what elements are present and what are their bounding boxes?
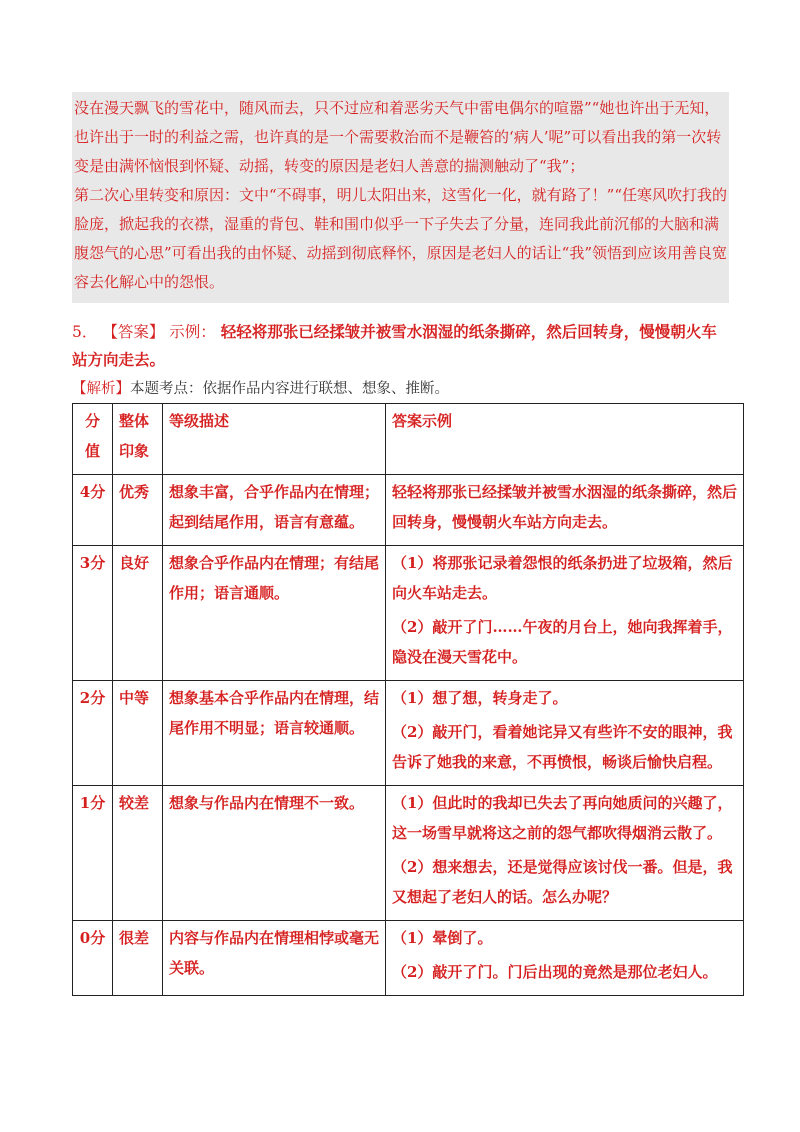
header-score: 分值 xyxy=(73,404,113,475)
example-text: （1）但此时的我却已失去了再向她质问的兴趣了，这一场雪早就将这之前的怨气都吹得烟消云散了。 xyxy=(392,794,733,842)
impression-cell: 中等 xyxy=(113,681,163,786)
example-text: （1）想了想，转身走了。 xyxy=(392,689,568,707)
example-text: （1）将那张记录着怨恨的纸条扔进了垃圾箱，然后向火车站走去。 xyxy=(392,554,733,602)
score-cell: 0分 xyxy=(73,921,113,996)
description-cell: 内容与作品内在情理相悖或毫无关联。 xyxy=(163,921,386,996)
answer-prefix: 示例： xyxy=(169,323,216,341)
previous-answer-block xyxy=(72,92,729,303)
description-cell: 想象丰富，合乎作品内在情理；起到结尾作用，语言有意蕴。 xyxy=(163,475,386,546)
example-text: （2）敲开门，看着她诧异又有些许不安的眼神，我告诉了她我的来意，不再愤恨，畅谈后愉快启程。 xyxy=(392,723,733,771)
description-cell: 想象合乎作品内在情理；有结尾作用；语言通顺。 xyxy=(163,546,386,681)
grading-table xyxy=(72,403,744,996)
header-example: 答案示例 xyxy=(386,404,744,475)
context-paragraph-2: 第二次心里转变和原因：文中“不碍事，明儿太阳出来，这雪化一化，就有路了！”“任寒风吹打我的脸庞，掀起我的衣襟，湿重的背包、鞋和围巾似乎一下子失去了分量，连同我此前沉郁的大脑和满腹怨气的心思”可看出我的由怀疑、动摇到彻底释怀，原因是老妇人的话让“我”领悟到应该用善良宽容去化解心中的怨恨。 xyxy=(74,186,728,291)
example-text: 轻轻将那张已经揉皱并被雪水洇湿的纸条撕碎，然后回转身，慢慢朝火车站方向走去。 xyxy=(392,483,738,531)
score-cell: 2分 xyxy=(73,681,113,786)
impression-cell: 优秀 xyxy=(113,475,163,546)
question-number: 5． xyxy=(72,323,98,341)
example-cell xyxy=(386,786,744,921)
description-cell: 想象与作品内在情理不一致。 xyxy=(163,786,386,921)
analysis-text: 本题考点：依据作品内容进行联想、想象、推断。 xyxy=(130,381,449,397)
answer-text: 轻轻将那张已经揉皱并被雪水洇湿的纸条撕碎，然后回转身，慢慢朝火车站方向走去。 xyxy=(72,322,717,369)
impression-cell: 良好 xyxy=(113,546,163,681)
example-cell xyxy=(386,546,744,681)
score-cell: 1分 xyxy=(73,786,113,921)
example-cell xyxy=(386,475,744,546)
score-cell: 4分 xyxy=(73,475,113,546)
table-row xyxy=(73,681,744,786)
description-cell: 想象基本合乎作品内在情理，结尾作用不明显；语言较通顺。 xyxy=(163,681,386,786)
impression-cell: 很差 xyxy=(113,921,163,996)
example-cell xyxy=(386,681,744,786)
score-cell: 3分 xyxy=(73,546,113,681)
table-header-row xyxy=(73,404,744,475)
answer-line xyxy=(72,318,732,374)
impression-cell: 较差 xyxy=(113,786,163,921)
example-text: （2）敲开了门……午夜的月台上，她向我挥着手，隐没在漫天雪花中。 xyxy=(392,618,733,666)
analysis-line xyxy=(72,375,732,403)
example-text: （1）晕倒了。 xyxy=(392,929,493,947)
table-row xyxy=(73,546,744,681)
example-text: （2）敲开了门。门后出现的竟然是那位老妇人。 xyxy=(392,963,718,981)
header-impression: 整体印象 xyxy=(113,404,163,475)
example-cell xyxy=(386,921,744,996)
analysis-tag: 【解析】 xyxy=(72,381,130,397)
table-row xyxy=(73,921,744,996)
table-row xyxy=(73,786,744,921)
answer-tag: 【答案】 xyxy=(102,323,165,341)
table-row xyxy=(73,475,744,546)
context-paragraph-1: 没在漫天飘飞的雪花中，随风而去，只不过应和着恶劣天气中雷电偶尔的喧嚣”“她也许出于无知，也许出于一时的利益之需，也许真的是一个需要救治而不是鞭笞的‘病人’呢”可以看出我的第一次转变是由满怀恼恨到怀疑、动摇，转变的原因是老妇人善意的揣测触动了“我”； xyxy=(74,99,722,175)
header-description: 等级描述 xyxy=(163,404,386,475)
example-text: （2）想来想去，还是觉得应该讨伐一番。但是，我又想起了老妇人的话。怎么办呢？ xyxy=(392,858,733,906)
